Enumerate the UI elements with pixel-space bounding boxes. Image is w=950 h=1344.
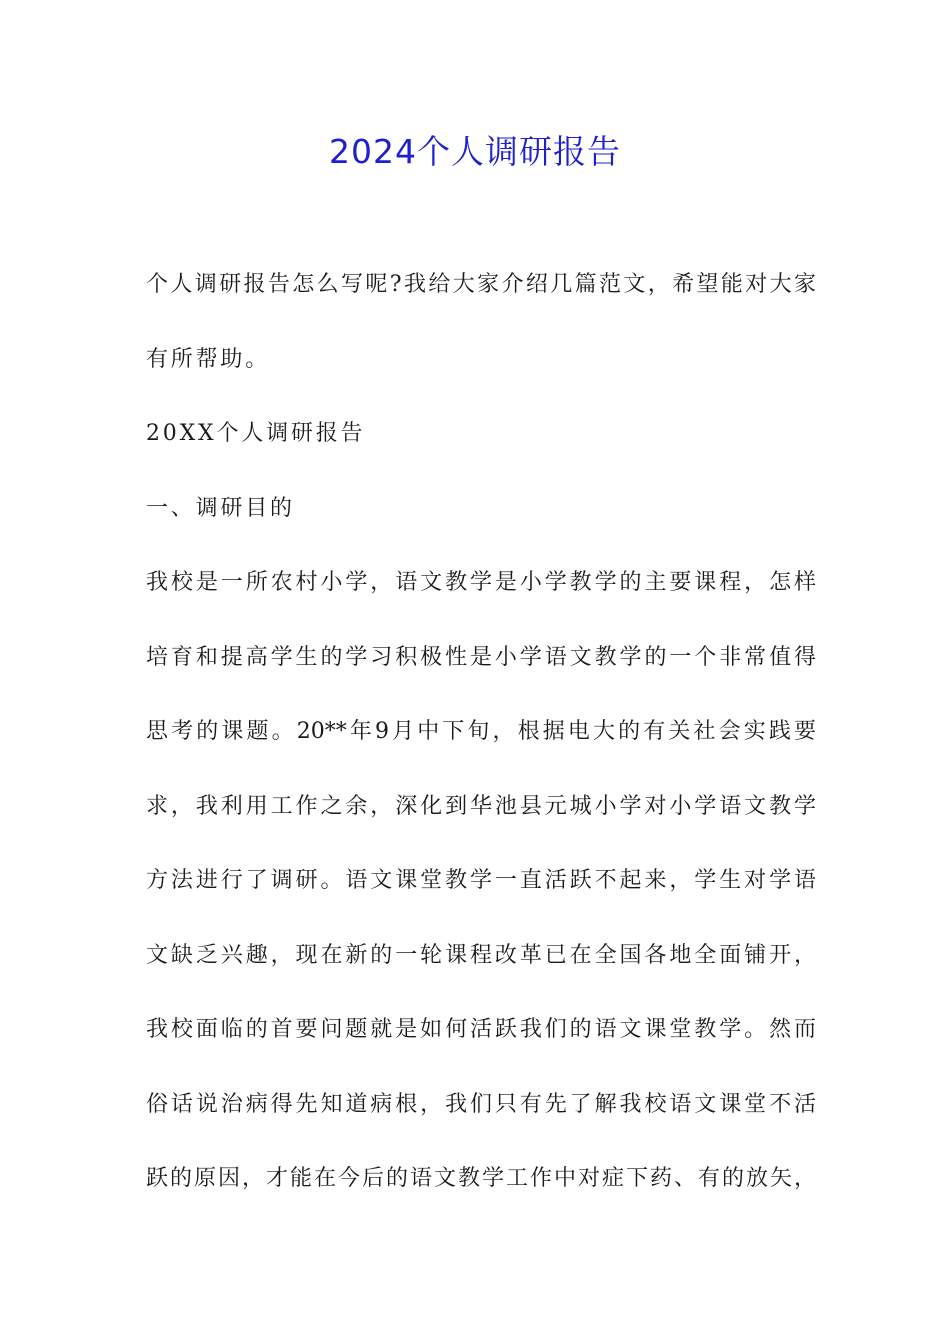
paragraph-line: 文缺乏兴趣，现在新的一轮课程改革已在全国各地全面铺开， — [146, 942, 816, 968]
paragraph-line: 我校是一所农村小学，语文教学是小学教学的主要课程，怎样 — [146, 570, 816, 595]
paragraph-line: 思考的课题。20**年9月中下旬，根据电大的有关社会实践要 — [146, 719, 816, 744]
paragraph-line: 有所帮助。 — [146, 346, 271, 372]
paragraph-line: 求，我利用工作之余，深化到华池县元城小学对小学语文教学 — [146, 793, 816, 819]
section-heading: 20XX个人调研报告 — [146, 421, 366, 446]
section-heading: 一、调研目的 — [146, 495, 295, 521]
document-body — [146, 265, 816, 1234]
paragraph-line: 我校面临的首要问题就是如何活跃我们的语文课堂教学。然而 — [146, 1017, 816, 1042]
paragraph-line: 方法进行了调研。语文课堂教学一直活跃不起来，学生对学语 — [146, 868, 816, 893]
paragraph-line: 培育和提高学生的学习积极性是小学语文教学的一个非常值得 — [146, 644, 816, 670]
paragraph-line: 跃的原因，才能在今后的语文教学工作中对症下药、有的放矢， — [146, 1166, 816, 1191]
document-title: 2024个人调研报告 — [329, 132, 621, 171]
paragraph-line: 个人调研报告怎么写呢?我给大家介绍几篇范文，希望能对大家 — [146, 272, 816, 297]
paragraph-line: 俗话说治病得先知道病根，我们只有先了解我校语文课堂不活 — [146, 1091, 816, 1117]
